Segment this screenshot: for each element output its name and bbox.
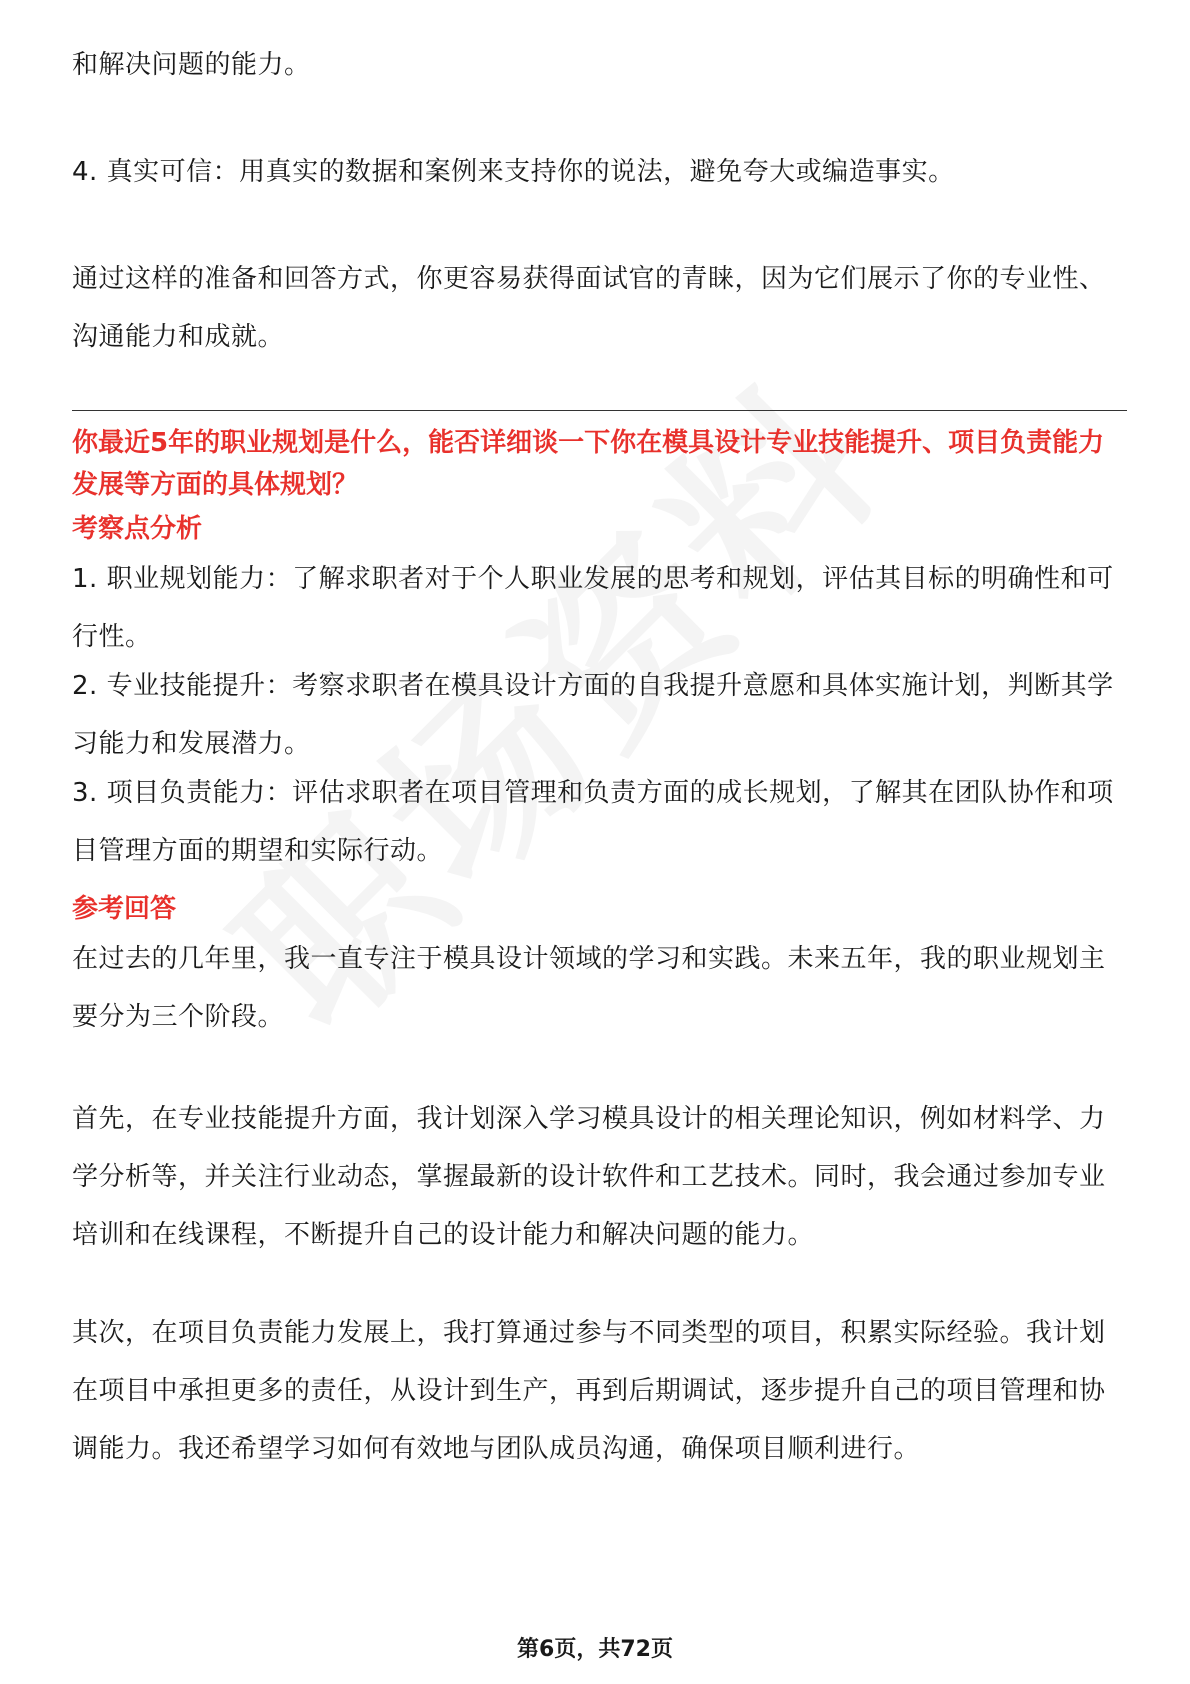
document-page [72,0,1127,1684]
answer-title: 参考回答 [72,894,177,924]
answer-paragraph-1: 在过去的几年里，我一直专注于模具设计领域的学习和实践。未来五年，我的职业规划主要分为三个阶段。 [72,944,1106,1032]
paragraph-continued: 和解决问题的能力。 [72,50,311,80]
analysis-item-3: 3. 项目负责能力：评估求职者在项目管理和负责方面的成长规划，了解其在团队协作和项目管理方面的期望和实际行动。 [72,778,1114,866]
analysis-title: 考察点分析 [72,514,203,544]
question-heading: 你最近5年的职业规划是什么，能否详细谈一下你在模具设计专业技能提升、项目负责能力发展等方面的具体规划？ [72,428,1105,500]
page-number: 第6页，共72页 [517,1637,673,1662]
answer-paragraph-3: 其次，在项目负责能力发展上，我打算通过参与不同类型的项目，积累实际经验。我计划在项目中承担更多的责任，从设计到生产，再到后期调试，逐步提升自己的项目管理和协调能力。我还希望学习如何有效地与团队成员沟通，确保项目顺利进行。 [72,1318,1106,1464]
answer-paragraph-2: 首先，在专业技能提升方面，我计划深入学习模具设计的相关理论知识，例如材料学、力学分析等，并关注行业动态，掌握最新的设计软件和工艺技术。同时，我会通过参加专业培训和在线课程，不断提升自己的设计能力和解决问题的能力。 [72,1104,1106,1250]
divider [72,410,1127,411]
paragraph-summary: 通过这样的准备和回答方式，你更容易获得面试官的青睐，因为它们展示了你的专业性、沟通能力和成就。 [72,264,1106,352]
paragraph-point-4: 4. 真实可信：用真实的数据和案例来支持你的说法，避免夸大或编造事实。 [72,157,955,187]
analysis-item-2: 2. 专业技能提升：考察求职者在模具设计方面的自我提升意愿和具体实施计划，判断其学习能力和发展潜力。 [72,671,1114,759]
analysis-item-1: 1. 职业规划能力：了解求职者对于个人职业发展的思考和规划，评估其目标的明确性和可行性。 [72,564,1114,652]
